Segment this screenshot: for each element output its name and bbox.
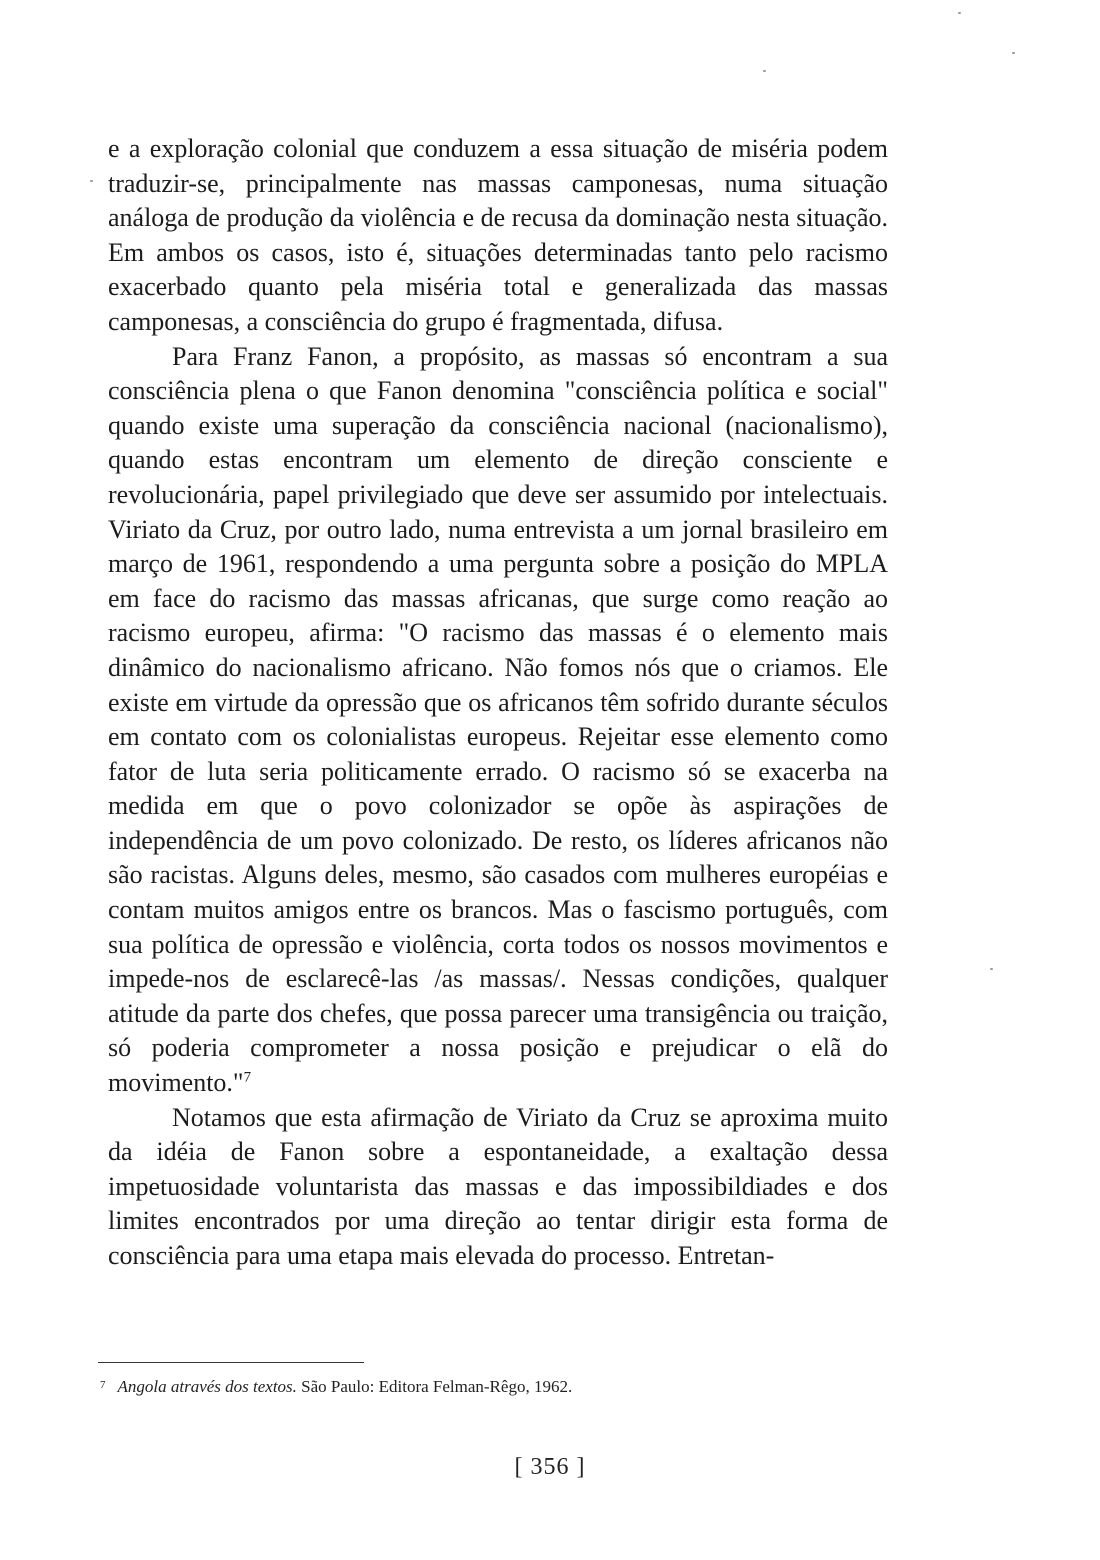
page-number: [ 356 ]	[514, 1454, 586, 1480]
footnote-title: Angola através dos textos.	[117, 1377, 297, 1396]
paragraph-2-text: Para Franz Fanon, a propósito, as massas só encontram a sua consciência plena o que Fanon denomina "consciência política e social" quando existe uma superação da consciência nacional (nacionalismo), quando estas encontram um elemento de direção consciente e revolucionária, papel privilegiado que deve ser assumido por intelectuais. Viriato da Cruz, por outro lado, numa entrevista a um jornal brasileiro em março de 1961, respondendo a uma pergunta sobre a posição do MPLA em face do racismo das massas africanas, que surge como reação ao racismo europeu, afirma: "O racismo das massas é o elemento mais dinâmico do nacionalismo africano. Não fomos nós que o criamos. Ele existe em virtude da opressão que os africanos têm sofrido durante séculos em contato com os colonialistas europeus. Rejeitar esse elemento como fator de luta seria politicamente errado. O racismo só se exacerba na medida em que o povo colonizador se opõe às aspirações de independência de um povo colonizado. De resto, os líderes africanos não são racistas. Alguns deles, mesmo, são casados com mulheres européias e contam muitos amigos entre os brancos. Mas o fascismo português, com sua política de opressão e violência, corta todos os nossos movimentos e impede-nos de esclarecê-las /as massas/. Nessas condições, qualquer atitude da parte dos chefes, que possa parecer uma transigência ou traição, só poderia comprometer a nossa posição e prejudicar o elã do movimento."	[108, 341, 888, 1098]
footnote-reference[interactable]: 7	[243, 1069, 252, 1086]
body-text	[108, 132, 888, 1274]
footnote	[100, 1376, 900, 1398]
paragraph-3-text: Notamos que esta afirmação de Viriato da Cruz se aproxima muito da idéia de Fanon sobre a espontaneidade, a exaltação dessa impetuosidade voluntarista das massas e das impossibildiades e dos limites encontrados por uma direção ao tentar dirigir esta forma de consciência para uma etapa mais elevada do processo. Entretan-	[108, 1102, 888, 1270]
scan-speck	[763, 70, 766, 72]
scan-speck	[1012, 52, 1015, 54]
paragraph-2	[108, 340, 888, 1101]
footnote-separator	[98, 1362, 364, 1363]
footnote-number: 7	[100, 1379, 106, 1391]
scan-speck	[90, 180, 93, 182]
paragraph-1-text: e a exploração colonial que conduzem a essa situação de miséria podem traduzir-se, principalmente nas massas camponesas, numa situação análoga de produção da violência e de recusa da dominação nesta situação. Em ambos os casos, isto é, situações determinadas tanto pelo racismo exacerbado quanto pela miséria total e generalizada das massas camponesas, a consciência do grupo é fragmentada, difusa.	[108, 134, 888, 336]
paragraph-1	[108, 132, 888, 340]
scan-speck	[958, 12, 961, 14]
footnote-citation: São Paulo: Editora Felman-Rêgo, 1962.	[296, 1377, 573, 1396]
scan-speck	[990, 968, 993, 970]
paragraph-3	[108, 1101, 888, 1274]
